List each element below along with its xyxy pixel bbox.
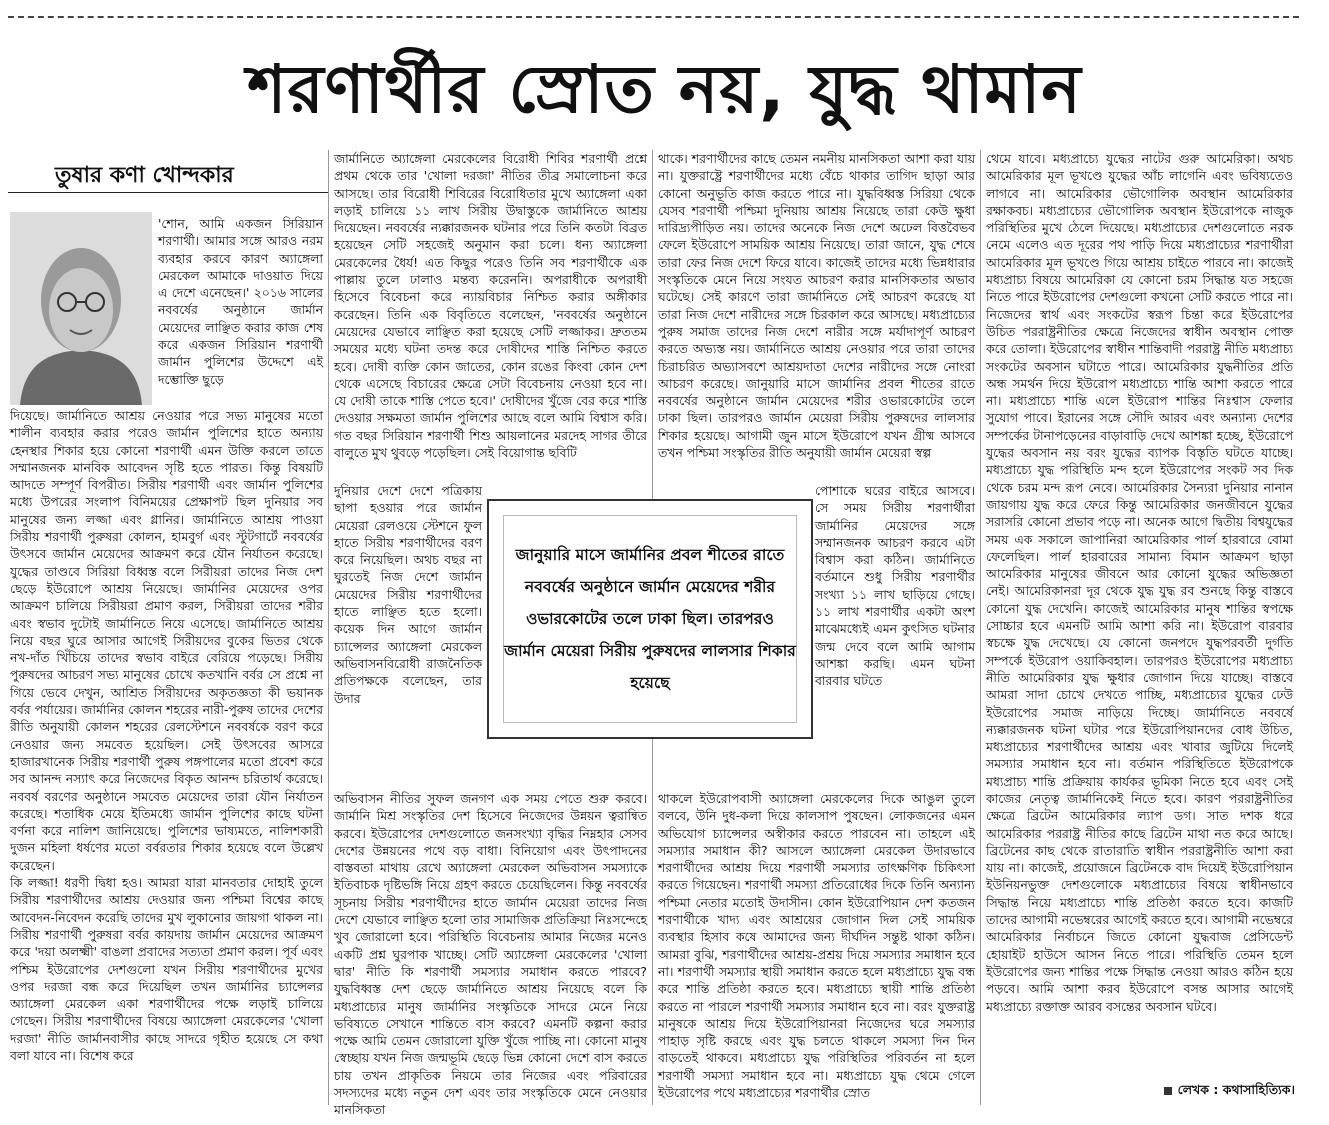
column-3-top (658, 150, 975, 461)
author-photo (10, 212, 152, 405)
column-2-mid-text: দুনিয়ার দেশে দেশে পত্রিকায় ছাপা হওয়ার পরে জার্মান মেয়েরা রেলওয়ে স্টেশনে ফুল হাতে সিরীয় শরণার্থীদের বরণ করে নিয়েছিল। অথচ বছর না ঘুরতেই নিজ দেশে জার্মান মেয়েদের সিরীয় শরণার্থীদের হাতে লাঞ্ছিত হতে হলো। কয়েক দিন আগে জার্মান চ্যান্সেলর অ্যাঙ্গেলা মেরকেল অভিবাসনবিরোধী রাজনৈতিক প্রতিপক্ষকে বলেছেন, তার উদার (334, 483, 482, 706)
column-3-mid-text: পোশাকে ঘরের বাইরে আসবে। সে সময় সিরীয় শরণার্থীরা জার্মানির মেয়েদের সঙ্গে সম্মানজনক আচরণ করবে এটা বিশ্বাস করা কঠিন। জার্মানিতে বর্তমানে শুধু সিরীয় শরণার্থীর সংখ্যা ১১ লাখ ছাড়িয়ে গেছে। ১১ লাখ শরণার্থীর একটা অংশ মাঝেমধ্যেই এমন কুৎসিত ঘটনার জন্ম দেবে বলে আমি আগাম আশঙ্কা করছি। এমন ঘটনা বারবার ঘটতে (815, 483, 975, 689)
column-3-bottom-text: থাকলে ইউরোপবাসী অ্যাঙ্গেলা মেরকেলের দিকে আঙুল তুলে বলবে, উনি দুধ-কলা দিয়ে কালসাপ পুষছেন। লোকজনের এমন অভিযোগ চ্যান্সেলর অস্বীকার করতে পারবেন না। তাহলে এই সমস্যার সমাধান কী? আসলে অ্যাঙ্গেলা মেরকেল উদারভাবে শরণার্থীদের আশ্রয় দিয়ে শরণার্থী সমস্যার তাৎক্ষণিক চিকিৎসা করতে গিয়েছেন। শরণার্থী সমস্যা প্রতিরোধের দিকে তিনি অন্যান্য পশ্চিমা নেতার মতোই উদাসীন। কোন ইউরোপিয়ান দেশ কতজন শরণার্থীকে খাদ্য এবং আশ্রয়ের জোগান দিল সেই সাময়িক ব্যবস্থার হিসাব কষে আমাদের জন্য দীর্ঘদিন সন্তুষ্ট থাকা কঠিন। আমরা বুঝি, শরণার্থীদের আশ্রয়-প্রশ্রয় দিয়ে সমস্যার সমাধান হবে না। শরণার্থী সমস্যার স্থায়ী সমাধান করতে হলে মধ্যপ্রাচ্যে যুদ্ধ বন্ধ করে শান্তি প্রতিষ্ঠা করতে হবে। মধ্যপ্রাচ্যে স্থায়ী শান্তি প্রতিষ্ঠা করতে না পারলে শরণার্থী সমস্যার সমাধান হবে না। বরং যুক্তরাষ্ট্র মানুষকে আশ্রয় দিয়ে ইউরোপিয়ানরা নিজেদের ঘরে সমস্যার পাহাড় সৃষ্টি করছে এবং যুদ্ধ চলতে থাকলে সমস্যা দিন দিন বাড়তেই থাকবে। মধ্যপ্রাচ্যে যুদ্ধ পরিস্থিতির পরিবর্তন না হলে শরণার্থী সমস্যা সমাধান হবে না। মধ্যপ্রাচ্যে যুদ্ধ থেমে গেলে ইউরোপের পথে মধ্যপ্রাচ্যের শরণার্থীর স্রোত (658, 791, 975, 1101)
byline: তুষার কণা খোন্দকার (55, 163, 234, 188)
column-1-body (10, 407, 323, 1064)
author-portrait-image (10, 212, 152, 405)
column-2-top-text: জার্মানিতে অ্যাঙ্গেলা মেরকেলের বিরোধী শিবির শরণার্থী প্রশ্নে প্রথম থেকে তার 'খোলা দরজা' নীতির তীব্র সমালোচনা করে আসছে। তার বিরোধী শিবিরের বিরোধিতার মুখে অ্যাঙ্গেলা একা লড়াই চালিয়ে ১১ লাখ সিরীয় উদ্বাস্তুকে জার্মানিতে আশ্রয় দিয়েছেন। নববর্ষের ন্যক্কারজনক ঘটনার পরে তিনি কতটা বিব্রত হয়েছেন সেটি সহজেই অনুমান করা চলে। ধন্য অ্যাঙ্গেলা মেরকেলের ধৈর্য! এত কিছুর পরেও তিনি সব শরণার্থীকে এক পাল্লায় তুলে ঢালাও মন্তব্য করেননি। অপরাধীকে অপরাধী হিসেবে বিবেচনা করে ন্যায়বিচার নিশ্চিত করার অঙ্গীকার করেছেন। তিনি এক বিবৃতিতে বলেছেন, 'নববর্ষের অনুষ্ঠানে মেয়েদের যেভাবে লাঞ্ছিত করা হয়েছে সেটি লজ্জাকর। দ্রুততম সময়ের মধ্যে ঘটনা তদন্ত করে দোষীদের শাস্তি নিশ্চিত করতে হবে। দোষী ব্যক্তি কোন জাতের, কোন রঙের কিংবা কোন দেশ থেকে এসেছে বিচারের ক্ষেত্রে সেটা বিবেচনায় নেওয়া হবে না। যে দোষী তাকে শাস্তি পেতে হবে।' দোষীদের খুঁজে বের করে শাস্তি দেওয়ার সক্ষমতা জার্মান পুলিশের আছে বলে আমি বিশ্বাস করি। গত বছর সিরিয়ান শরণার্থী শিশু আয়লানের মরদেহ সাগর তীরে বালুতে মুখ থুবড়ে পড়েছিল। সেই বিয়োগান্ত ছবিটি (334, 151, 647, 461)
column-divider-1 (328, 150, 329, 1105)
column-3-mid (815, 482, 975, 690)
square-bullet-icon (1164, 1087, 1172, 1095)
pull-quote-text: জানুয়ারি মাসে জার্মানির প্রবল শীতের রাতে নববর্ষের অনুষ্ঠানে জার্মান মেয়েদের শরীর ওভারকোটের তলে ঢাকা ছিল। তারপরও জার্মান মেয়েরা সিরীয় পুরুষদের লালসার শিকার হয়েছে (503, 515, 797, 723)
byline-rule (8, 192, 328, 193)
column-4 (986, 150, 1293, 1015)
column-2-mid (334, 482, 482, 707)
column-1-intro-text: 'শোন, আমি একজন সিরিয়ান শরণার্থী। আমার সঙ্গে আরও নরম ব্যবহার করবে কারণ অ্যাঙ্গেলা মেরকেল আমাকে দাওয়াত দিয়ে এ দেশে এনেছেন।' ২০১৬ সালের নববর্ষের অনুষ্ঠানে জার্মান মেয়েদের লাঞ্ছিত করার কাজ শেষ করে একজন সিরিয়ান শরণার্থী জার্মান পুলিশের উদ্দেশে এই দম্ভোক্তি ছুড়ে (158, 216, 323, 387)
column-2-bottom-text: অভিবাসন নীতির সুফল জনগণ এক সময় পেতে শুরু করবে। জার্মানি মিশ্র সংস্কৃতির দেশ হিসেবে নিজেদের উন্নয়ন ত্বরান্বিত করবে। ইউরোপের দেশগুলোতে জনসংখ্যা বৃদ্ধির নিম্নহার সেসব দেশের উন্নয়নের পথে বড় বাধা। বিনিয়োগ এবং উৎপাদনের বাস্তবতা মাথায় রেখে অ্যাঙ্গেলা মেরকেল অভিবাসন সমস্যাকে ইতিবাচক দৃষ্টিভঙ্গি নিয়ে গ্রহণ করতে চেয়েছিলেন। কিন্তু নববর্ষের সূচনায় সিরীয় শরণার্থীদের হাতে জার্মান মেয়েরা তাদের নিজ দেশে যেভাবে লাঞ্ছিত হলো তার সামাজিক প্রতিক্রিয়া নিঃসন্দেহে খুব জোরালো হবে। পরিস্থিতি বিবেচনায় আমার নিজের মনেও একটি প্রশ্ন ঘুরপাক খাচ্ছে। সেটি অ্যাঙ্গেলা মেরকেলের 'খোলা দ্বার' নীতি কি শরণার্থী সমস্যার সমাধান করতে পারবে? যুদ্ধবিধ্বস্ত দেশ ছেড়ে জার্মানিতে আশ্রয় নিয়েছে বলে কি মধ্যপ্রাচ্যের মানুষ জার্মানির সংস্কৃতিকে সাদরে মেনে নিয়ে ভবিষ্যতে সেখানে শান্তিতে বাস করবে? এমনটি কল্পনা করার পক্ষে আমি তেমন জোরালো যুক্তি খুঁজে পাচ্ছি না। কোনো মানুষ স্বেচ্ছায় যখন নিজ জন্মভূমি ছেড়ে ভিন্ন কোনো দেশে বাস করতে চায় তখন প্রাকৃতিক নিয়মে তার নিজের এবং পরিবারের সদস্যদের মধ্যে নতুন দেশ এবং তার সংস্কৃতিকে মেনে নেওয়ার মানসিকতা (334, 791, 647, 1118)
column-2-top (334, 150, 647, 461)
author-note-text: লেখক : কথাসাহিত্যিক। (1177, 1082, 1295, 1097)
column-3-bottom (658, 790, 975, 1101)
column-1-body-text: দিয়েছে। জার্মানিতে আশ্রয় নেওয়ার পরে সভ্য মানুষের মতো শালীন ব্যবহার করার পরেও জার্মান পুলিশের হাতে অন্যায় হেনস্থার শিকার হয়ে কোনো শরণার্থী এমন উক্তি করলে তাতে সম্মানজনক মানবিক আবেদন সৃষ্টি হতে পারত। কিন্তু বিষয়টি আদতে সম্পূর্ণ বিপরীত। সিরীয় শরণার্থী এবং জার্মান পুলিশের মধ্যে উপরের সংলাপ বিনিময়ের প্রেক্ষাপট ছিল দুনিয়ার সব মানুষের জন্য লজ্জা এবং গ্লানির। জার্মানিতে আশ্রয় পাওয়া সিরীয় শরণার্থী পুরুষরা কোলন, হামবুর্গ এবং স্টুটগার্টে নববর্ষের উৎসবে জার্মান মেয়েদের আক্রমণ করে যৌন নির্যাতন করেছে। যুদ্ধের তাণ্ডবে সিরিয়া বিধ্বস্ত বলে সিরীয়রা তাদের নিজ দেশ ছেড়ে ইউরোপে আশ্রয় নিয়েছে। জার্মানির মেয়েদের ওপর আক্রমণ চালিয়ে সিরীয়রা প্রমাণ করল, সিরীয়রা তাদের শরীর এবং স্বভাব দুটোই জার্মানিতে নিয়ে এসেছে। জার্মানিতে আশ্রয় নিয়ে বছর ঘুরে আসার আগেই সিরীয়দের বুকের ভিতর থেকে নখ-দাঁত খিঁচিয়ে তাদের স্বভাব বাইরে বেরিয়ে পড়েছে। সিরীয় পুরুষদের আচরণ সভ্য মানুষের চোখে কতখানি বর্বর সে প্রশ্নে না গিয়ে ভেবে দেখুন, আশ্রিত সিরীয়দের অকৃতজ্ঞতা কী ভয়ানক বর্বর পর্যায়ের। জার্মানির কোলন শহরের নারী-পুরুষ তাদের দেশের রীতি অনুযায়ী কোলন শহরের রেলস্টেশনে নববর্ষকে বরণ করে নেওয়ার জন্য সমবেত হয়েছিল। সেই উৎসবের আসরে হাজারখানেক সিরীয় শরণার্থী পুরুষ পঙ্গপালের মতো প্রবেশ করে সব আনন্দ নস্যাৎ করে নিজেদের বিকৃত আনন্দ চরিতার্থ করেছে। নববর্ষ বরণের অনুষ্ঠানে সমবেত মেয়েদের তারা যৌন নির্যাতন করেছে। শতাধিক মেয়ে ইতিমধ্যে জার্মান পুলিশের কাছে ঘটনা বর্ণনা করে নালিশ জানিয়েছে। পুলিশের ভাষ্যমতে, নালিশকারী দুজন মহিলা ধর্ষণের মতো বর্বরতার শিকার হয়েছে বলে উল্লেখ করেছেন। (10, 408, 323, 873)
author-note (1164, 1082, 1295, 1102)
column-1-intro (158, 215, 323, 388)
column-1-end-text: কি লজ্জা! ধরণী দ্বিধা হও। আমরা যারা মানবতার দোহাই তুলে সিরীয় শরণার্থীদের আশ্রয় দেওয়ার জন্য পশ্চিমা বিশ্বের কাছে আবেদন-নিবেদন করেছি তাদের মুখ লুকানোর জায়গা থাকল না। সিরীয় শরণার্থী পুরুষরা বর্বর কায়দায় জার্মান মেয়েদের আক্রমণ করে 'দয়া অলক্ষ্মী' বাঙলা প্রবাদের সত্যতা প্রমাণ করল। পূর্ব এবং পশ্চিম ইউরোপের দেশগুলো যখন সিরীয় শরণার্থীদের মুখের ওপর দরজা বন্ধ করে দিয়েছিল তখন জার্মানির চ্যান্সেলর অ্যাঙ্গেলা মেরকেল একা শরণার্থীদের পক্ষে লড়াই চালিয়ে গেছেন। সিরীয় শরণার্থীদের বিষয়ে অ্যাঙ্গেলা মেরকেলের 'খোলা দরজা' নীতি জার্মানবাসীর কাছে সাদরে গৃহীত হয়েছে সে কথা বলা যাবে না। বিশেষ করে (10, 875, 323, 1063)
headline: শরণার্থীর স্রোত নয়, যুদ্ধ থামান (247, 51, 1082, 128)
column-divider-3 (980, 150, 981, 1105)
top-dashed-rule (8, 16, 1299, 18)
pull-quote-box (487, 499, 813, 739)
column-3-top-text: থাকে। শরণার্থীদের কাছে তেমন নমনীয় মানসিকতা আশা করা যায় না। যুক্তরাষ্ট্রে শরণার্থীদের মধ্যে বেঁচে থাকার তাগিদ ছাড়া আর কোনো অনুভূতি কাজ করতে পারে না। যুদ্ধবিধ্বস্ত সিরিয়া থেকে যেসব শরণার্থী পশ্চিমা দুনিয়ায় আশ্রয় নিয়েছে তারা কেউ ক্ষুধা দারিদ্র্যপীড়িত নয়। তাদের অনেকে নিজ দেশে অঢেল বিত্তবৈভব ফেলে ইউরোপে সাময়িক আশ্রয় নিয়েছে। তারা জানে, যুদ্ধ শেষে তারা ফের নিজ দেশে ফিরে যাবে। কাজেই তাদের মধ্যে ভিন্নধারার সংস্কৃতিকে মেনে নিয়ে সংযত আচরণ করার মানসিকতার অভাব ঘটেছে। সেই কারণে তারা জার্মানিতে সেই আচরণ করেছে যা তারা নিজ দেশে নারীদের সঙ্গে চিরকাল করে আসছে। মধ্যপ্রাচ্যের পুরুষ সমাজ তাদের নিজ দেশে নারীর সঙ্গে মর্যাদাপূর্ণ আচরণ করতে অভ্যস্ত নয়। জার্মানিতে আশ্রয় নেওয়ার পরে তারা তাদের চিরাচরিত অভ্যাসবশে আশ্রয়দাতা দেশের নারীদের সঙ্গে নোংরা আচরণ করেছে। জানুয়ারি মাসে জার্মানির প্রবল শীতের রাতে নববর্ষের অনুষ্ঠানে জার্মান মেয়েদের শরীর ওভারকোটের তলে ঢাকা ছিল। তারপরও জার্মান মেয়েরা সিরীয় পুরুষদের লালসার শিকার হয়েছে। আগামী জুন মাসে ইউরোপে যখন গ্রীষ্ম আসবে তখন পশ্চিমা সংস্কৃতির রীতি অনুযায়ী জার্মান মেয়েরা স্বল্প (658, 151, 975, 461)
column-2-bottom (334, 790, 647, 1119)
column-4-text: থেমে যাবে। মধ্যপ্রাচ্যে যুদ্ধের নাটের গুরু আমেরিকা। অথচ আমেরিকার মূল ভূখণ্ডে যুদ্ধের আঁচ লাগেনি এবং ভবিষ্যতেও লাগবে না। আমেরিকার ভৌগোলিক অবস্থান আমেরিকার রক্ষাকবচ। মধ্যপ্রাচ্যের ভৌগোলিক অবস্থান ইউরোপকে নাজুক পরিস্থিতির মুখে ঠেলে দিয়েছে। মধ্যপ্রাচ্যের দেশগুলোতে নরক নেমে এলেও এত দূরের পথ পাড়ি দিয়ে মধ্যপ্রাচ্যের শরণার্থীরা আমেরিকার মূল ভূখণ্ডে গিয়ে আশ্রয় চাইতে পারবে না। কাজেই মধ্যপ্রাচ্য বিষয়ে আমেরিকা যে কোনো চরম সিদ্ধান্ত যত সহজে নিতে পারে ইউরোপের দেশগুলো কখনো সেটি করতে পারে না। নিজেদের স্বার্থ এবং সংকটের স্বরূপ চিন্তা করে ইউরোপের উচিত পররাষ্ট্রনীতির ক্ষেত্রে নিজেদের স্বাধীন অবস্থান পোক্ত করে তোলা। ইউরোপের স্বাধীন শান্তিবাদী পররাষ্ট্র নীতি মধ্যপ্রাচ্য সংকটের অবসান ঘটাতে পারে। আমেরিকার যুদ্ধনীতির প্রতি অন্ধ সমর্থন দিয়ে ইউরোপ মধ্যপ্রাচ্যে শান্তি আশা করতে পারে না। মধ্যপ্রাচ্যে শান্তি এলে ইউরোপ শান্তির নিঃশ্বাস ফেলার সুযোগ পাবে। ইরানের সঙ্গে সৌদি আরব এবং অন্যান্য দেশের সম্পর্কের টানাপড়েনের বাড়াবাড়ি দেখে আশঙ্কা হচ্ছে, ইউরোপে যুদ্ধের অবসান নয় বরং যুদ্ধের ব্যাপক বিস্তৃতি ঘটতে যাচ্ছে। মধ্যপ্রাচ্যে যুদ্ধ পরিস্থিতি মন্দ হলে ইউরোপের সংকট সব দিক থেকে চরম মন্দ রূপ নেবে। আমেরিকার সৈন্যরা দুনিয়ার নানান জায়গায় যুদ্ধ করে ফেরে কিন্তু আমেরিকার জনজীবনে যুদ্ধের সরাসরি কোনো প্রভাব পড়ে না। অনেক আগে দ্বিতীয় বিশ্বযুদ্ধের সময় এক সকালে জাপানিরা আমেরিকার পার্ল হারবারে বোমা ফেলেছিল। পার্ল হারবারের সামান্য বিমান আক্রমণ ছাড়া আমেরিকার মানুষের জীবনে আর কোনো যুদ্ধের অভিজ্ঞতা নেই। আমেরিকানরা দূর থেকে যুদ্ধ যুদ্ধ রব শুনছে কিন্তু বাস্তবে কোনো যুদ্ধ দেখেনি। কাজেই আমেরিকার মানুষ শান্তির স্বপক্ষে সোচ্চার হবে এমনটি আমি আশা করি না। ইউরোপ বারবার স্বচক্ষে যুদ্ধ দেখেছে। যে কোনো জনপদে যুদ্ধপরবর্তী দুর্গতি সম্পর্কে ইউরোপ ওয়াকিবহাল। তারপরও ইউরোপের মধ্যপ্রাচ্য নীতি আমেরিকার যুদ্ধ ক্ষুধার জোগান দিয়ে যাচ্ছে। বাস্তবে আমরা সাদা চোখে দেখতে পাচ্ছি, মধ্যপ্রাচ্যের যুদ্ধের ঢেউ ইউরোপের সমাজ নাড়িয়ে দিচ্ছে। জার্মানিতে নববর্ষে ন্যক্কারজনক ঘটনা ঘটার পরে ইউরোপিয়ানদের বোধ উচিত, মধ্যপ্রাচ্যের শরণার্থীদের আশ্রয় এবং খাবার জুটিয়ে দিলেই সমস্যার সমাধান হবে না। বর্তমান পরিস্থিতিতে ইউরোপকে মধ্যপ্রাচ্য শান্তি প্রক্রিয়ায় কার্যকর ভূমিকা নিতে হবে এবং সেই কাজের নেতৃত্ব জার্মানিকেই নিতে হবে। কারণ পররাষ্ট্রনীতির ক্ষেত্রে ব্রিটেন আমেরিকার ল্যাপ ডগ। সাত দশক ধরে আমেরিকার পররাষ্ট্র নীতির কাছে ব্রিটেন মাথা নত করে আছে। ব্রিটেনের কাছ থেকে রাতারাতি স্বাধীন পররাষ্ট্রনীতি আশা করা যায় না। কাজেই, প্রয়োজনে ব্রিটেনকে বাদ দিয়েই ইউরোপিয়ান ইউনিয়নভুক্ত দেশগুলোকে মধ্যপ্রাচ্যের বিষয়ে স্বাধীনভাবে সিদ্ধান্ত নিয়ে মধ্যপ্রাচ্যে শান্তি প্রতিষ্ঠা করতে হবে। কাজটি তাদের আগামী নভেম্বরের আগেই করতে হবে। আগামী নভেম্বরে আমেরিকার নির্বাচনে জিতে কোনো যুদ্ধবাজ প্রেসিডেন্ট হোয়াইট হাউসে আসন নিতে পারে। পরিস্থিতি তেমন হলে ইউরোপের জন্য শান্তির পক্ষে সিদ্ধান্ত নেওয়া আরও কঠিন হয়ে পড়বে। আমি আশা করব ইউরোপে বসন্ত আসার আগেই মধ্যপ্রাচ্যে রক্তাক্ত আরব বসন্তের অবসান ঘটবে। (986, 151, 1293, 1014)
